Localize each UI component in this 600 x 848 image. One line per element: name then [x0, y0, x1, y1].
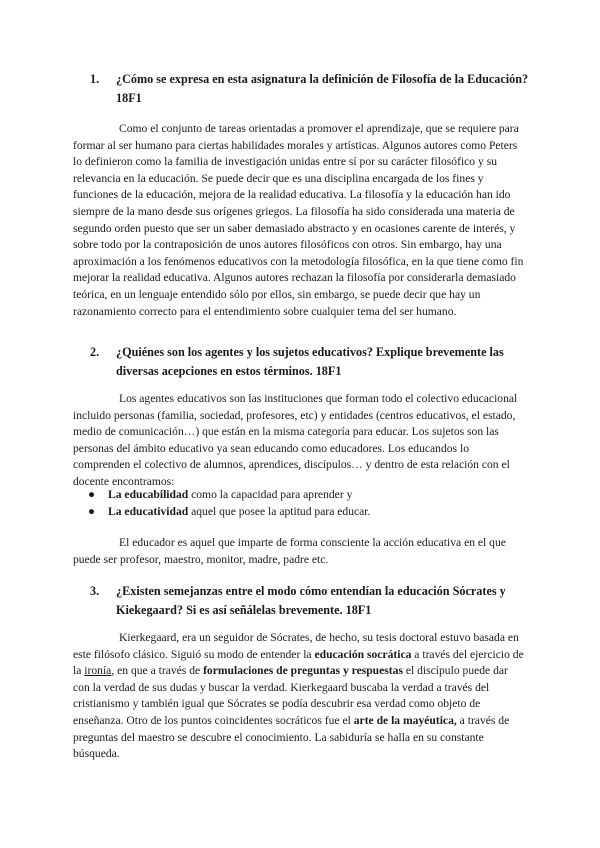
answer-2-intro	[73, 391, 527, 491]
question-2-number: 2.	[90, 345, 100, 359]
answer-3-text-2: a través del ejercicio de la	[73, 647, 524, 678]
question-2	[90, 343, 530, 381]
answer-3	[73, 630, 527, 763]
question-1	[90, 70, 530, 108]
answer-2-closing-text: El educador es aquel que imparte de forma consciente la acción educativa en el que puede ser profesor, maestro, monitor, madre, padre etc.	[73, 536, 506, 566]
question-1-text: ¿Cómo se expresa en esta asignatura la definición de Filosofía de la Educación? 18F1	[116, 72, 529, 105]
answer-3-bold-1: educación socrática	[314, 647, 412, 661]
question-1-number: 1.	[90, 72, 100, 86]
answer-2-intro-text: Los agentes educativos son las instituciones que forman todo el colectivo educacional incluido personas (familia, sociedad, profesores, etc) y entidades (centros educativos, el estado, medio de comunicación…) que están en la misma categoría para educar. Los sujetos son las personas del ámbito educativo ya sean educando como educadores. Los educandos lo comprenden el colectivo de alumnos, aprendices, discípulos… y dentro de esta relación con el docente encontramos:	[73, 392, 518, 488]
question-3-text: ¿Existen semejanzas entre el modo cómo entendían la educación Sócrates y Kiekegaard? Si es así señálelas brevemente. 18F1	[116, 584, 506, 617]
question-3-number: 3.	[90, 584, 100, 598]
answer-3-bold-2: formulaciones de preguntas y respuestas	[203, 664, 403, 678]
list-item	[88, 503, 518, 520]
bullet-term: La educatividad	[108, 505, 189, 518]
answer-3-underline-1: ironía	[84, 664, 112, 678]
list-item	[88, 486, 518, 503]
answer-3-text-1: Kierkegaard, era un seguidor de Sócrates, de hecho, su tesis doctoral estuvo basada en este filósofo clásico. Siguió su modo de entender la	[73, 631, 519, 661]
question-3	[90, 582, 530, 620]
answer-2-bullet-list	[88, 486, 518, 520]
answer-1	[73, 121, 527, 320]
question-2-text: ¿Quiénes son los agentes y los sujetos educativos? Explique brevemente las diversas acepciones en estos términos. 18F1	[116, 345, 504, 378]
answer-3-bold-3: arte de la mayéutica,	[353, 713, 457, 727]
bullet-icon: ●	[88, 488, 96, 501]
bullet-desc: como la capacidad para aprender y	[188, 488, 353, 501]
answer-3-text-3: , en que a través de	[111, 664, 204, 678]
bullet-icon: ●	[88, 505, 96, 518]
answer-2-closing	[73, 535, 527, 568]
answer-1-text: Como el conjunto de tareas orientadas a promover el aprendizaje, que se requiere para formar al ser humano para ciertas habilidades morales y artísticas. Algunos autores como Peters lo definieron como la familia de investigación unidas entre sí por su carácter filosófico y su relevancia en la educación. Se puede decir que es una disciplina encargada de los fines y funciones de la educación, mejora de la realidad educativa. La filosofía y la educación han ido siempre de la mano desde sus orígenes griegos. La filosofía ha sido considerada una materia de segundo orden puesto que ser un saber demasiado abstracto y en ocasiones carente de interés, y sobre todo por la contraposición de unos autores filosóficos con otros. Sin embargo, hay una aproximación a los fenómenos educativos con la metodología filosófica, en la que tiene como fin mejorar la realidad educativa. Algunos autores rechazan la filosofía por considerarla demasiado teórica, en un lenguaje entendido sólo por ellos, sin embargo, se puede decir que hay un razonamiento correcto para el entendimiento sobre cualquier tema del ser humano.	[73, 122, 524, 318]
bullet-term: La educabilidad	[108, 488, 189, 501]
answer-3-text-5: a través de preguntas del maestro se descubre el conocimiento. La sabiduría se halla en su constante búsqueda.	[73, 713, 510, 761]
bullet-desc: aquel que posee la aptitud para educar.	[188, 505, 371, 518]
answer-3-text-4: el discípulo puede dar con la verdad de sus dudas y buscar la verdad. Kierkegaard buscaba la verdad a través del cristianismo y también igual que Sócrates se podía descubrir esa verdad como objeto de enseñanza. Otro de los puntos coincidentes socráticos fue el	[73, 664, 508, 727]
